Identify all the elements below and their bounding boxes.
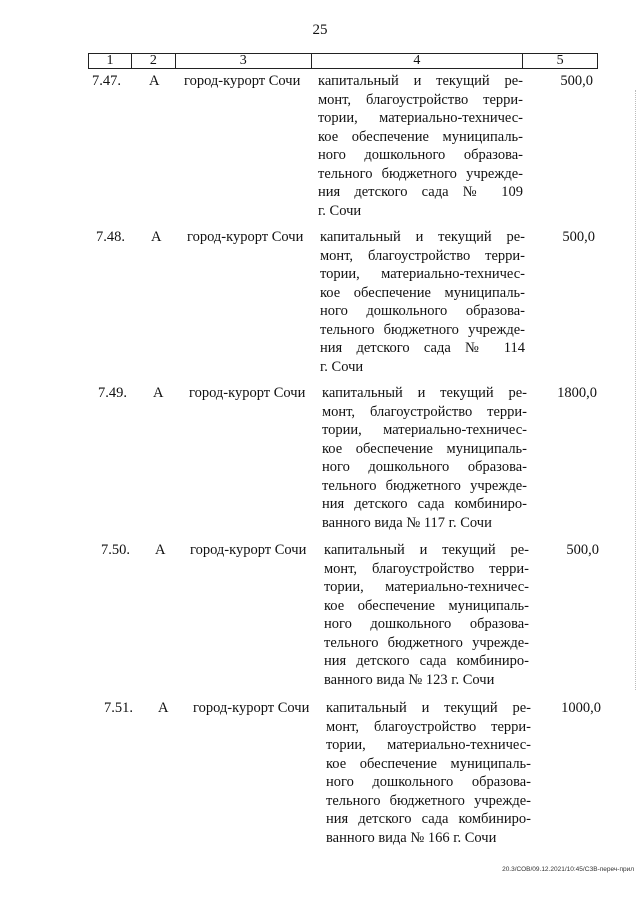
table-row: [0, 228, 640, 378]
row-place: город-курорт Сочи: [187, 229, 304, 245]
column-header-3: 3: [175, 54, 311, 69]
description-line: ного дошкольного образова-: [320, 303, 525, 319]
description-line: тельного бюджетного учрежде-: [326, 792, 531, 809]
row-place: город-курорт Сочи: [184, 73, 301, 89]
row-amount: 500,0: [566, 542, 599, 558]
row-number: 7.48.: [96, 229, 125, 245]
column-header-1: 1: [89, 54, 132, 69]
description-line: ного дошкольного образова-: [318, 147, 523, 163]
description-line: ного дошкольного образова-: [326, 774, 531, 790]
description-line: тельного бюджетного учрежде-: [322, 477, 527, 494]
row-category: А: [155, 542, 166, 558]
description-line: тельного бюджетного учрежде-: [318, 165, 523, 182]
description-line: кое обеспечение муниципаль-: [326, 755, 531, 772]
description-line: ния детского сада № 114: [320, 340, 525, 356]
row-category: А: [158, 700, 169, 716]
row-category: А: [149, 73, 160, 89]
description-line: ванного вида № 166 г. Сочи: [326, 829, 497, 846]
description-line: монт, благоустройство терри-: [320, 247, 525, 264]
row-number: 7.49.: [98, 385, 127, 401]
description-line: ванного вида № 123 г. Сочи: [324, 671, 495, 688]
table-row: [0, 384, 640, 534]
description-line: ния детского сада комбиниро-: [326, 811, 531, 827]
description-line: кое обеспечение муниципаль-: [318, 128, 523, 145]
row-number: 7.47.: [92, 73, 121, 89]
column-header-table: [88, 53, 598, 69]
description-line: тории, материально-техничес-: [320, 266, 525, 282]
description-line: г. Сочи: [318, 202, 362, 219]
row-place: город-курорт Сочи: [193, 700, 310, 716]
description-line: тории, материально-техничес-: [318, 110, 523, 126]
description-line: монт, благоустройство терри-: [318, 91, 523, 108]
column-header-5: 5: [523, 54, 598, 69]
row-amount: 500,0: [562, 229, 595, 245]
description-line: ния детского сада комбиниро-: [324, 653, 529, 669]
description-line: капитальный и текущий ре-: [318, 73, 523, 89]
row-description: [324, 541, 529, 689]
description-line: тории, материально-техничес-: [326, 737, 531, 753]
description-line: монт, благоустройство терри-: [322, 403, 527, 420]
row-amount: 1000,0: [561, 700, 601, 716]
description-line: монт, благоустройство терри-: [326, 718, 531, 735]
description-line: кое обеспечение муниципаль-: [324, 597, 529, 614]
description-line: капитальный и текущий ре-: [324, 542, 529, 558]
description-line: ния детского сада № 109: [318, 184, 523, 200]
row-category: А: [153, 385, 164, 401]
table-row: [0, 72, 640, 222]
description-line: ного дошкольного образова-: [322, 459, 527, 475]
row-category: А: [151, 229, 162, 245]
description-line: тории, материально-техничес-: [322, 422, 527, 438]
page-number: 25: [312, 22, 328, 38]
row-description: [318, 72, 523, 220]
column-header-row: [89, 54, 598, 69]
description-line: тельного бюджетного учрежде-: [324, 634, 529, 651]
description-line: монт, благоустройство терри-: [324, 560, 529, 577]
column-header-2: 2: [131, 54, 175, 69]
description-line: г. Сочи: [320, 358, 364, 375]
row-amount: 1800,0: [557, 385, 597, 401]
table-row: [0, 699, 640, 849]
description-line: тельного бюджетного учрежде-: [320, 321, 525, 338]
column-header-4: 4: [311, 54, 523, 69]
row-number: 7.51.: [104, 700, 133, 716]
row-amount: 500,0: [560, 73, 593, 89]
description-line: капитальный и текущий ре-: [322, 385, 527, 401]
document-footer-code: 20.3/СОВ/09.12.2021/10:45/СЗВ-переч-прил: [502, 866, 634, 873]
row-description: [320, 228, 525, 376]
row-description: [326, 699, 531, 847]
table-row: [0, 541, 640, 691]
description-line: кое обеспечение муниципаль-: [322, 440, 527, 457]
description-line: ванного вида № 117 г. Сочи: [322, 514, 492, 531]
description-line: кое обеспечение муниципаль-: [320, 284, 525, 301]
description-line: ного дошкольного образова-: [324, 616, 529, 632]
description-line: тории, материально-техничес-: [324, 579, 529, 595]
description-line: ния детского сада комбиниро-: [322, 496, 527, 512]
description-line: капитальный и текущий ре-: [326, 700, 531, 716]
row-place: город-курорт Сочи: [190, 542, 307, 558]
row-description: [322, 384, 527, 532]
row-number: 7.50.: [101, 542, 130, 558]
description-line: капитальный и текущий ре-: [320, 229, 525, 245]
row-place: город-курорт Сочи: [189, 385, 306, 401]
